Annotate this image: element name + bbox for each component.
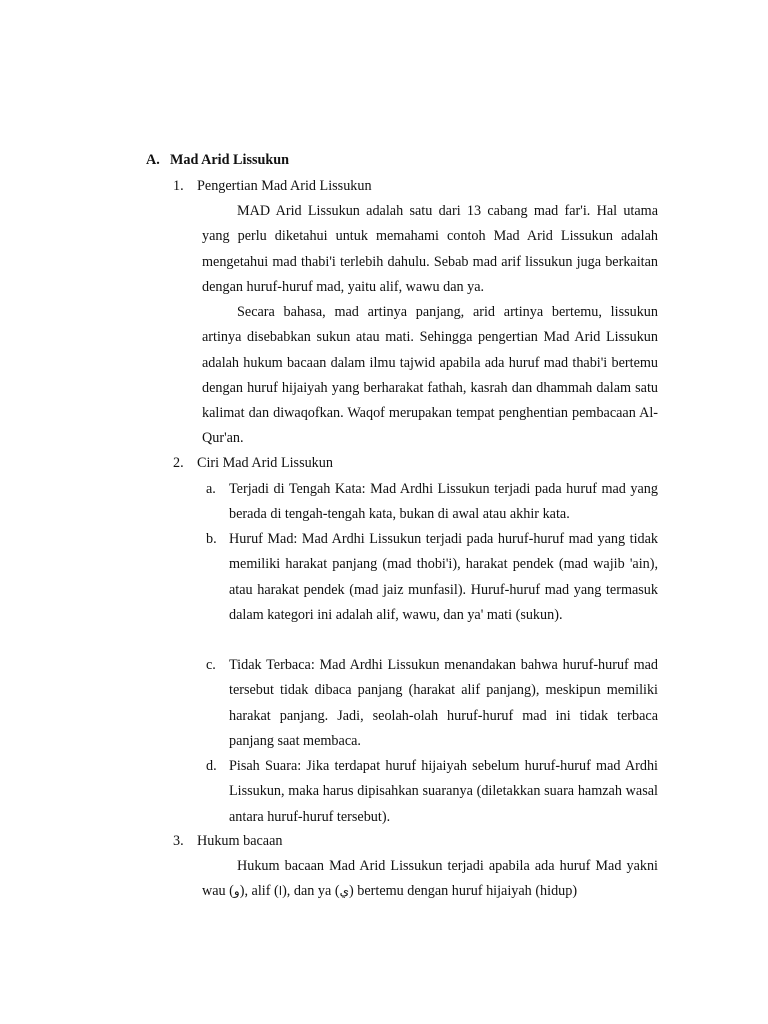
list-item (206, 527, 658, 628)
subsection-number: 3. (173, 833, 184, 849)
subsection-heading-hukum (173, 832, 283, 851)
list-marker: c. (206, 657, 216, 673)
list-item (206, 754, 658, 830)
subsection-title: Pengertian Mad Arid Lissukun (197, 178, 372, 194)
list-item (206, 653, 658, 754)
subsection-title: Hukum bacaan (197, 833, 283, 849)
list-marker: b. (206, 531, 217, 547)
text-run: ), alif ( (239, 883, 279, 900)
list-item (206, 477, 658, 528)
subsection-title: Ciri Mad Arid Lissukun (197, 455, 333, 471)
subsection-heading-ciri (173, 454, 333, 473)
list-item-text: Tidak Terbaca: Mad Ardhi Lissukun menandakan bahwa huruf-huruf mad tersebut tidak dibaca panjang (harakat alif panjang), meskipun memiliki harakat panjang. Jadi, seolah-olah huruf-huruf mad ini tidak terbaca panjang saat membaca. (229, 657, 658, 749)
text-run: ), dan ya ( (282, 883, 340, 900)
paragraph: Secara bahasa, mad artinya panjang, arid artinya bertemu, lissukun artinya disebabkan sukun atau mati. Sehingga pengertian Mad Arid Lissukun adalah hukum bacaan dalam ilmu tajwid apabila ada huruf mad thabi'i bertemu dengan huruf hijaiyah yang berharakat fathah, kasrah dan dhammah dalam satu kalimat dan diwaqofkan. Waqof merupakan tempat penghentian pembacaan Al-Qur'an. (202, 304, 658, 447)
list-item-text: Terjadi di Tengah Kata: Mad Ardhi Lissukun terjadi pada huruf mad yang berada di tengah-tengah kata, bukan di awal atau akhir kata. (229, 481, 658, 523)
list-marker: a. (206, 481, 216, 497)
arabic-letter-ya: ي (339, 884, 349, 899)
section-title: Mad Arid Lissukun (170, 152, 290, 168)
text-run: ) bertemu dengan huruf hijaiyah (hidup) (348, 883, 578, 900)
text-run: Hukum bacaan Mad Arid Lissukun terjadi apabila ada huruf Mad yakni wau ( (202, 858, 658, 900)
subsection-number: 2. (173, 455, 184, 471)
subsection-number: 1. (173, 178, 184, 194)
list-marker: d. (206, 758, 217, 774)
list-item-text: Pisah Suara: Jika terdapat huruf hijaiyah sebelum huruf-huruf mad Ardhi Lissukun, maka harus dipisahkan suaranya (diletakkan suara hamzah wasal antara huruf-huruf tersebut). (229, 758, 658, 825)
section-heading (146, 151, 289, 170)
section-marker: A. (146, 152, 160, 168)
arabic-letter-alif: ا (278, 884, 283, 899)
paragraph: MAD Arid Lissukun adalah satu dari 13 cabang mad far'i. Hal utama yang perlu diketahui untuk memahami contoh Mad Arid Lissukun adalah mengetahui mad thabi'i terlebih dahulu. Sebab mad arif lissukun juga berkaitan dengan huruf-huruf mad, yaitu alif, wawu dan ya. (202, 203, 658, 295)
paragraph-hukum (202, 854, 658, 905)
list-item-text: Huruf Mad: Mad Ardhi Lissukun terjadi pada huruf-huruf mad yang tidak memiliki harakat panjang (mad thobi'i), harakat pendek (mad wajib 'ain), atau harakat pendek (mad jaiz munfasil). Huruf-huruf mad yang termasuk dalam kategori ini adalah alif, wawu, dan ya' mati (sukun). (229, 531, 658, 623)
subsection-heading-pengertian (173, 177, 372, 196)
arabic-letter-wau: و (233, 884, 240, 899)
